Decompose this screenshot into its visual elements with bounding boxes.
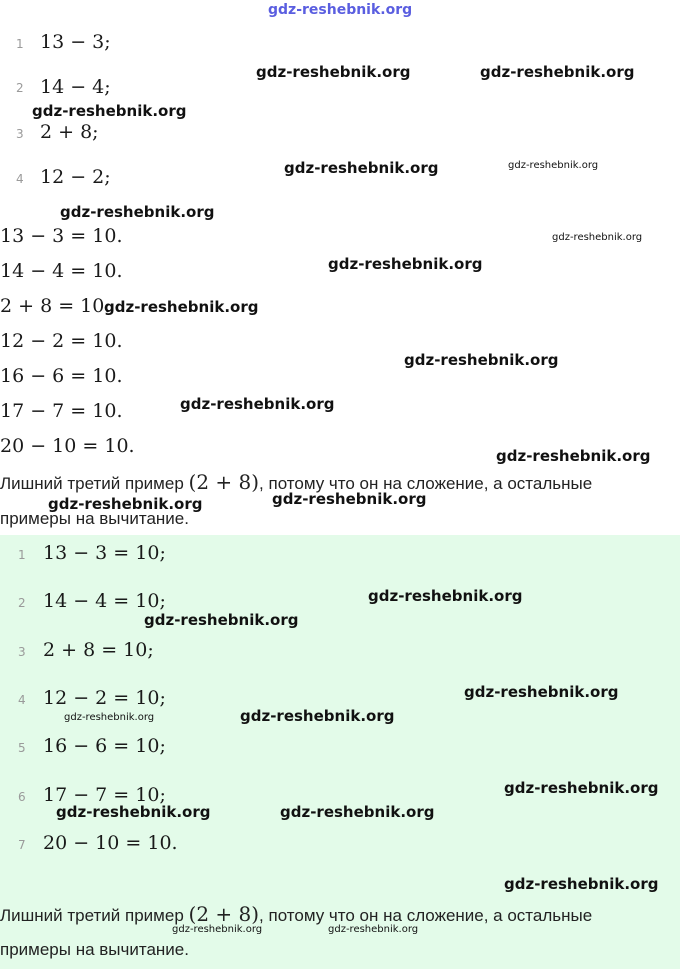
- watermark: gdz-reshebnik.org: [328, 255, 483, 273]
- answer-explanation-line-1: [0, 902, 592, 926]
- task-number: 2: [16, 81, 24, 95]
- explanation-text: Лишний третий пример: [0, 474, 189, 493]
- watermark: gdz-reshebnik.org: [48, 495, 203, 513]
- watermark: gdz-reshebnik.org: [504, 875, 659, 893]
- answer-number: 4: [18, 693, 26, 707]
- watermark: gdz-reshebnik.org: [280, 803, 435, 821]
- answer-expression: 14 − 4 = 10;: [43, 590, 166, 612]
- task-number: 1: [16, 37, 24, 51]
- watermark: gdz-reshebnik.org: [64, 712, 155, 723]
- watermark: gdz-reshebnik.org: [480, 63, 635, 81]
- answer-number: 5: [18, 741, 26, 755]
- watermark: gdz-reshebnik.org: [56, 803, 211, 821]
- watermark: gdz-reshebnik.org: [60, 203, 215, 221]
- watermark: gdz-reshebnik.org: [496, 447, 651, 465]
- answer-number: 6: [18, 790, 26, 804]
- watermark: gdz-reshebnik.org: [404, 351, 559, 369]
- explanation-expression: (2 + 8): [188, 470, 260, 494]
- watermark: gdz-reshebnik.org: [552, 232, 643, 243]
- watermark: gdz-reshebnik.org: [368, 587, 523, 605]
- answer-expression: 20 − 10 = 10.: [43, 832, 178, 854]
- answer-expression: 17 − 7 = 10;: [43, 784, 166, 806]
- task-expression: 2 + 8;: [40, 121, 99, 143]
- solution-line: 13 − 3 = 10.: [0, 225, 123, 247]
- answer-expression: 13 − 3 = 10;: [43, 542, 166, 564]
- task-expression: 14 − 4;: [40, 76, 111, 98]
- watermark: gdz-reshebnik.org: [240, 707, 395, 725]
- solution-line: 12 − 2 = 10.: [0, 330, 123, 352]
- watermark: gdz-reshebnik.org: [104, 298, 259, 316]
- watermark: gdz-reshebnik.org: [172, 924, 263, 935]
- watermark: gdz-reshebnik.org: [328, 924, 419, 935]
- watermark: gdz-reshebnik.org: [464, 683, 619, 701]
- solution-line: 14 − 4 = 10.: [0, 260, 123, 282]
- explanation-text: , потому что он на сложение, а остальные: [259, 906, 593, 925]
- explanation-text: Лишний третий пример: [0, 906, 189, 925]
- watermark: gdz-reshebnik.org: [272, 490, 427, 508]
- explanation-text: , потому что он на сложение, а остальные: [259, 474, 593, 493]
- watermark: gdz-reshebnik.org: [256, 63, 411, 81]
- task-expression: 12 − 2;: [40, 166, 111, 188]
- answer-number: 2: [18, 596, 26, 610]
- task-expression: 13 − 3;: [40, 31, 111, 53]
- solution-line: 20 − 10 = 10.: [0, 435, 135, 457]
- answer-expression: 2 + 8 = 10;: [43, 639, 154, 661]
- answer-number: 7: [18, 838, 26, 852]
- watermark: gdz-reshebnik.org: [508, 160, 599, 171]
- explanation-line-2: примеры на вычитание.: [0, 509, 189, 528]
- answer-expression: 16 − 6 = 10;: [43, 735, 166, 757]
- watermark: gdz-reshebnik.org: [284, 159, 439, 177]
- answer-expression: 12 − 2 = 10;: [43, 687, 166, 709]
- solution-line: 2 + 8 = 10.: [0, 295, 111, 317]
- answer-explanation-line-2: примеры на вычитание.: [0, 940, 189, 959]
- task-number: 4: [16, 172, 24, 186]
- explanation-expression: (2 + 8): [188, 902, 260, 926]
- answer-number: 3: [18, 645, 26, 659]
- watermark: gdz-reshebnik.org: [504, 779, 659, 797]
- answer-number: 1: [18, 548, 26, 562]
- watermark: gdz-reshebnik.org: [32, 102, 187, 120]
- watermark: gdz-reshebnik.org: [180, 395, 335, 413]
- watermark: gdz-reshebnik.org: [144, 611, 299, 629]
- solution-line: 16 − 6 = 10.: [0, 365, 123, 387]
- solution-line: 17 − 7 = 10.: [0, 400, 123, 422]
- task-number: 3: [16, 127, 24, 141]
- site-header-link[interactable]: gdz-reshebnik.org: [268, 2, 413, 18]
